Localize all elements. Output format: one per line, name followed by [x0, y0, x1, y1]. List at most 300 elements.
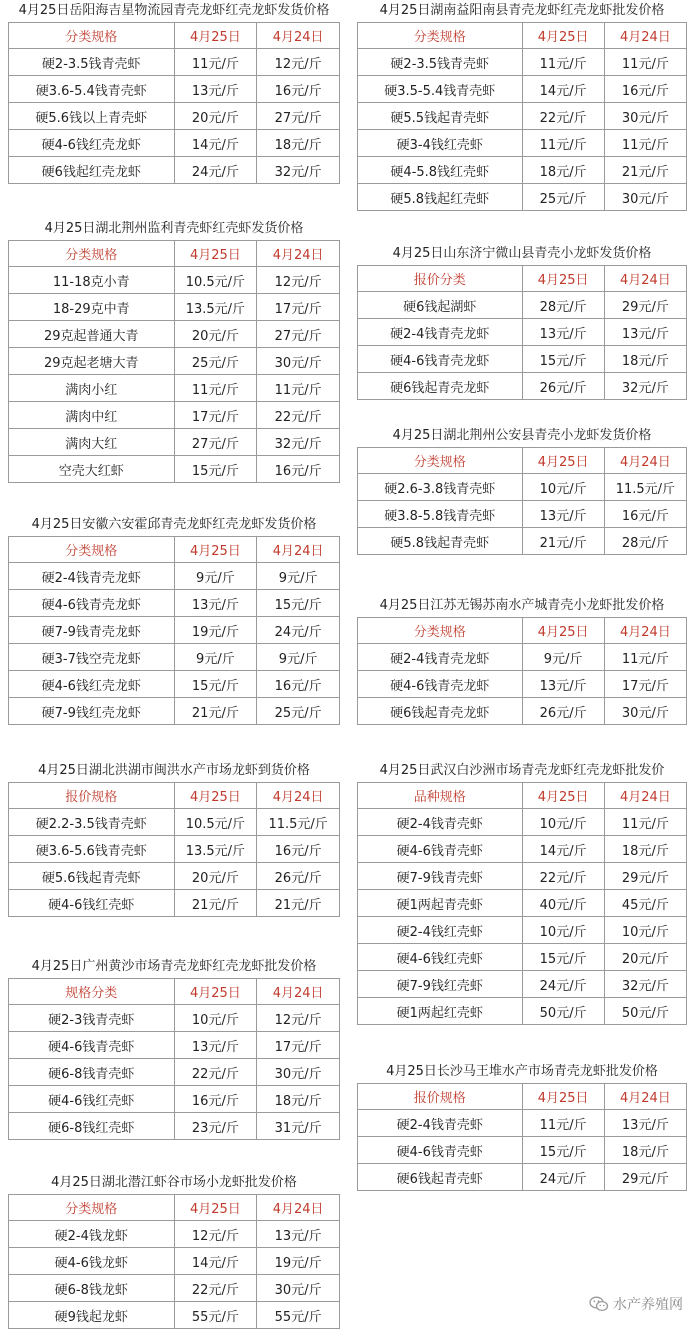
table-row — [358, 917, 687, 944]
table-row — [358, 184, 687, 211]
price-cell: 10.5元/斤 — [174, 809, 257, 836]
watermark-text: 水产养殖网 — [613, 1297, 683, 1313]
column-header: 4月24日 — [257, 1195, 340, 1221]
price-cell: 28元/斤 — [522, 292, 604, 319]
spec-cell: 29克起老塘大青 — [9, 348, 175, 375]
table-header-row — [9, 783, 340, 809]
price-cell: 24元/斤 — [522, 1164, 604, 1191]
table-row — [9, 402, 340, 429]
price-cell: 27元/斤 — [257, 103, 340, 130]
spec-cell: 硬2-3钱青壳虾 — [9, 1005, 175, 1032]
table-row — [358, 346, 687, 373]
table-row — [358, 836, 687, 863]
price-cell: 21元/斤 — [257, 890, 340, 917]
price-cell: 11.5元/斤 — [257, 809, 340, 836]
price-cell: 20元/斤 — [174, 103, 257, 130]
price-cell: 30元/斤 — [604, 184, 686, 211]
price-cell: 17元/斤 — [174, 402, 257, 429]
column-header: 4月24日 — [604, 266, 686, 292]
table-row — [9, 1248, 340, 1275]
spec-cell: 硬2-3.5钱青壳虾 — [358, 49, 523, 76]
price-cell: 29元/斤 — [604, 1164, 686, 1191]
column-header: 4月25日 — [522, 266, 604, 292]
table-row — [358, 319, 687, 346]
price-cell: 30元/斤 — [257, 348, 340, 375]
price-cell: 22元/斤 — [174, 1275, 257, 1302]
price-cell: 13元/斤 — [174, 76, 257, 103]
price-cell: 15元/斤 — [174, 456, 257, 483]
spec-cell: 硬4-6钱红壳龙虾 — [9, 671, 175, 698]
price-cell: 20元/斤 — [174, 321, 257, 348]
table-row — [9, 456, 340, 483]
column-header: 4月25日 — [522, 618, 604, 644]
table-row — [358, 103, 687, 130]
spec-cell: 硬3-7钱空壳龙虾 — [9, 644, 175, 671]
price-table-block — [8, 0, 340, 184]
price-table — [8, 978, 340, 1140]
spec-cell: 硬6钱起红壳龙虾 — [9, 157, 175, 184]
column-header: 4月25日 — [174, 1195, 257, 1221]
table-title: 4月25日湖北荆州公安县青壳小龙虾发货价格 — [392, 428, 652, 443]
spec-cell: 硬4-5.8钱红壳虾 — [358, 157, 523, 184]
table-header-row — [358, 783, 687, 809]
table-title: 4月25日湖北洪湖市闽洪水产市场龙虾到货价格 — [38, 763, 310, 778]
price-cell: 9元/斤 — [174, 644, 257, 671]
spec-cell: 硬6-8钱龙虾 — [9, 1275, 175, 1302]
price-cell: 16元/斤 — [257, 456, 340, 483]
column-header: 4月24日 — [604, 23, 686, 49]
price-cell: 28元/斤 — [604, 528, 686, 555]
price-cell: 15元/斤 — [522, 346, 604, 373]
price-cell: 21元/斤 — [522, 528, 604, 555]
spec-cell: 硬3.5-5.4钱青壳虾 — [358, 76, 523, 103]
table-row — [9, 1032, 340, 1059]
price-cell: 18元/斤 — [604, 1137, 686, 1164]
column-header: 4月24日 — [604, 1084, 686, 1110]
price-cell: 15元/斤 — [522, 1137, 604, 1164]
table-row — [9, 809, 340, 836]
column-header: 分类规格 — [358, 448, 523, 474]
spec-cell: 硬2-4钱青壳龙虾 — [358, 644, 523, 671]
price-cell: 32元/斤 — [604, 971, 686, 998]
table-header-row — [358, 23, 687, 49]
price-cell: 11元/斤 — [604, 130, 686, 157]
price-cell: 10元/斤 — [604, 917, 686, 944]
table-row — [358, 130, 687, 157]
price-cell: 12元/斤 — [257, 49, 340, 76]
watermark — [589, 1294, 683, 1314]
price-cell: 16元/斤 — [604, 76, 686, 103]
column-header: 4月24日 — [257, 537, 340, 563]
column-header: 报价规格 — [9, 783, 175, 809]
table-header-row — [358, 266, 687, 292]
price-cell: 15元/斤 — [522, 944, 604, 971]
table-row — [358, 49, 687, 76]
price-cell: 11元/斤 — [257, 375, 340, 402]
table-row — [358, 1137, 687, 1164]
price-cell: 12元/斤 — [257, 267, 340, 294]
price-cell: 16元/斤 — [257, 76, 340, 103]
price-table-block — [357, 0, 687, 211]
price-cell: 10元/斤 — [522, 474, 604, 501]
table-row — [9, 698, 340, 725]
price-cell: 13元/斤 — [522, 671, 604, 698]
table-row — [9, 563, 340, 590]
table-row — [9, 1221, 340, 1248]
column-header: 品种规格 — [358, 783, 523, 809]
table-header-row — [358, 1084, 687, 1110]
price-cell: 55元/斤 — [257, 1302, 340, 1329]
price-table — [8, 782, 340, 917]
spec-cell: 硬2-4钱青壳虾 — [358, 1110, 523, 1137]
table-header-row — [358, 618, 687, 644]
spec-cell: 满肉小红 — [9, 375, 175, 402]
column-header: 4月25日 — [174, 23, 257, 49]
price-cell: 16元/斤 — [174, 1086, 257, 1113]
spec-cell: 硬4-6钱红壳龙虾 — [9, 130, 175, 157]
table-row — [358, 644, 687, 671]
price-cell: 24元/斤 — [257, 617, 340, 644]
table-header-row — [358, 448, 687, 474]
price-cell: 24元/斤 — [522, 971, 604, 998]
wechat-icon — [589, 1296, 609, 1312]
column-header: 4月25日 — [522, 783, 604, 809]
price-cell: 13.5元/斤 — [174, 836, 257, 863]
spec-cell: 硬4-6钱红壳虾 — [9, 890, 175, 917]
price-cell: 26元/斤 — [522, 373, 604, 400]
price-cell: 18元/斤 — [257, 1086, 340, 1113]
table-row — [9, 671, 340, 698]
table-row — [9, 1275, 340, 1302]
spec-cell: 11-18克小青 — [9, 267, 175, 294]
price-cell: 10.5元/斤 — [174, 267, 257, 294]
spec-cell: 硬7-9钱红壳虾 — [358, 971, 523, 998]
price-table — [8, 536, 340, 725]
table-row — [358, 1110, 687, 1137]
spec-cell: 硬2.2-3.5钱青壳虾 — [9, 809, 175, 836]
table-row — [9, 321, 340, 348]
column-header: 4月24日 — [604, 783, 686, 809]
spec-cell: 硬4-6钱青壳虾 — [9, 1032, 175, 1059]
column-header: 4月24日 — [257, 783, 340, 809]
price-cell: 16元/斤 — [604, 501, 686, 528]
price-cell: 26元/斤 — [257, 863, 340, 890]
table-row — [358, 998, 687, 1025]
spec-cell: 硬4-6钱青壳虾 — [358, 836, 523, 863]
spec-cell: 硬3-4钱红壳虾 — [358, 130, 523, 157]
price-cell: 13元/斤 — [604, 1110, 686, 1137]
price-cell: 22元/斤 — [174, 1059, 257, 1086]
price-cell: 17元/斤 — [257, 1032, 340, 1059]
spec-cell: 硬4-6钱龙虾 — [9, 1248, 175, 1275]
price-cell: 11元/斤 — [522, 1110, 604, 1137]
price-cell: 45元/斤 — [604, 890, 686, 917]
table-title: 4月25日湖北荆州监利青壳虾红壳虾发货价格 — [44, 221, 304, 236]
spec-cell: 18-29克中青 — [9, 294, 175, 321]
price-cell: 30元/斤 — [604, 103, 686, 130]
table-row — [358, 698, 687, 725]
table-row — [358, 944, 687, 971]
price-cell: 10元/斤 — [174, 1005, 257, 1032]
table-row — [9, 103, 340, 130]
price-table — [357, 782, 687, 1025]
table-row — [9, 294, 340, 321]
price-cell: 22元/斤 — [257, 402, 340, 429]
spec-cell: 硬2-4钱青壳虾 — [358, 809, 523, 836]
spec-cell: 硬6钱起湖虾 — [358, 292, 523, 319]
price-cell: 21元/斤 — [604, 157, 686, 184]
price-cell: 11元/斤 — [174, 49, 257, 76]
price-table — [357, 22, 687, 211]
price-cell: 14元/斤 — [174, 130, 257, 157]
price-cell: 14元/斤 — [522, 836, 604, 863]
column-header: 4月25日 — [174, 979, 257, 1005]
price-cell: 13元/斤 — [257, 1221, 340, 1248]
price-table-block — [357, 1061, 687, 1191]
spec-cell: 硬5.8钱起青壳虾 — [358, 528, 523, 555]
table-row — [9, 1059, 340, 1086]
column-header: 分类规格 — [358, 618, 523, 644]
spec-cell: 硬2-3.5钱青壳虾 — [9, 49, 175, 76]
price-cell: 17元/斤 — [257, 294, 340, 321]
table-row — [358, 971, 687, 998]
price-cell: 29元/斤 — [604, 292, 686, 319]
price-cell: 16元/斤 — [257, 671, 340, 698]
spec-cell: 硬1两起青壳虾 — [358, 890, 523, 917]
price-cell: 15元/斤 — [257, 590, 340, 617]
price-cell: 9元/斤 — [257, 563, 340, 590]
spec-cell: 满肉大红 — [9, 429, 175, 456]
price-cell: 18元/斤 — [604, 346, 686, 373]
spec-cell: 硬7-9钱红壳龙虾 — [9, 698, 175, 725]
table-row — [358, 501, 687, 528]
price-cell: 22元/斤 — [522, 863, 604, 890]
price-cell: 14元/斤 — [174, 1248, 257, 1275]
price-cell: 18元/斤 — [522, 157, 604, 184]
price-table — [8, 1194, 340, 1329]
spec-cell: 硬6-8钱红壳虾 — [9, 1113, 175, 1140]
price-cell: 19元/斤 — [257, 1248, 340, 1275]
table-row — [9, 1302, 340, 1329]
price-cell: 14元/斤 — [522, 76, 604, 103]
table-row — [9, 1113, 340, 1140]
price-cell: 32元/斤 — [257, 157, 340, 184]
price-cell: 26元/斤 — [522, 698, 604, 725]
spec-cell: 硬4-6钱红壳虾 — [358, 944, 523, 971]
table-row — [358, 292, 687, 319]
column-header: 分类规格 — [9, 23, 175, 49]
price-cell: 50元/斤 — [604, 998, 686, 1025]
spec-cell: 硬4-6钱青壳龙虾 — [358, 671, 523, 698]
price-cell: 18元/斤 — [257, 130, 340, 157]
price-table-block — [8, 218, 340, 483]
price-cell: 55元/斤 — [174, 1302, 257, 1329]
price-cell: 12元/斤 — [174, 1221, 257, 1248]
price-table-block — [357, 243, 687, 400]
price-cell: 9元/斤 — [522, 644, 604, 671]
table-row — [9, 890, 340, 917]
spec-cell: 硬5.5钱起青壳虾 — [358, 103, 523, 130]
table-header-row — [9, 1195, 340, 1221]
price-cell: 31元/斤 — [257, 1113, 340, 1140]
spec-cell: 硬2-4钱青壳龙虾 — [9, 563, 175, 590]
spec-cell: 硬7-9钱青壳龙虾 — [9, 617, 175, 644]
price-table — [8, 240, 340, 483]
spec-cell: 硬2.6-3.8钱青壳虾 — [358, 474, 523, 501]
spec-cell: 硬4-6钱青壳龙虾 — [358, 346, 523, 373]
price-cell: 22元/斤 — [522, 103, 604, 130]
price-cell: 27元/斤 — [257, 321, 340, 348]
table-title: 4月25日湖北潜江虾谷市场小龙虾批发价格 — [51, 1175, 297, 1190]
column-header: 4月25日 — [522, 1084, 604, 1110]
table-header-row — [9, 23, 340, 49]
price-cell: 13元/斤 — [522, 319, 604, 346]
spec-cell: 硬4-6钱青壳龙虾 — [9, 590, 175, 617]
spec-cell: 硬2-4钱龙虾 — [9, 1221, 175, 1248]
table-row — [358, 76, 687, 103]
spec-cell: 硬4-6钱红壳虾 — [9, 1086, 175, 1113]
price-cell: 11元/斤 — [604, 809, 686, 836]
price-cell: 12元/斤 — [257, 1005, 340, 1032]
table-row — [9, 836, 340, 863]
price-cell: 11元/斤 — [604, 644, 686, 671]
price-cell: 40元/斤 — [522, 890, 604, 917]
spec-cell: 硬2-4钱青壳龙虾 — [358, 319, 523, 346]
price-table-block — [8, 1172, 340, 1329]
price-cell: 10元/斤 — [522, 809, 604, 836]
spec-cell: 满肉中红 — [9, 402, 175, 429]
table-header-row — [9, 537, 340, 563]
column-header: 4月24日 — [604, 448, 686, 474]
price-cell: 18元/斤 — [604, 836, 686, 863]
table-row — [9, 49, 340, 76]
price-cell: 30元/斤 — [604, 698, 686, 725]
price-cell: 23元/斤 — [174, 1113, 257, 1140]
spec-cell: 29克起普通大青 — [9, 321, 175, 348]
column-header: 4月25日 — [522, 23, 604, 49]
spec-cell: 硬9钱起龙虾 — [9, 1302, 175, 1329]
table-title: 4月25日湖南益阳南县青壳龙虾红壳龙虾批发价格 — [379, 3, 665, 18]
price-cell: 30元/斤 — [257, 1275, 340, 1302]
spec-cell: 硬3.6-5.6钱青壳虾 — [9, 836, 175, 863]
table-row — [358, 157, 687, 184]
column-header: 分类规格 — [9, 1195, 175, 1221]
price-table-block — [8, 514, 340, 725]
price-cell: 20元/斤 — [174, 863, 257, 890]
table-row — [358, 528, 687, 555]
table-title: 4月25日安徽六安霍邱青壳龙虾红壳龙虾发货价格 — [31, 517, 317, 532]
price-cell: 32元/斤 — [257, 429, 340, 456]
column-header: 4月25日 — [174, 537, 257, 563]
table-row — [358, 890, 687, 917]
price-cell: 11.5元/斤 — [604, 474, 686, 501]
column-header: 分类规格 — [9, 241, 175, 267]
table-row — [9, 644, 340, 671]
table-row — [358, 863, 687, 890]
table-row — [9, 267, 340, 294]
price-table-block — [357, 425, 687, 555]
table-row — [358, 474, 687, 501]
column-header: 4月24日 — [257, 979, 340, 1005]
column-header: 4月25日 — [174, 241, 257, 267]
table-row — [9, 348, 340, 375]
column-header: 分类规格 — [358, 23, 523, 49]
table-header-row — [9, 979, 340, 1005]
spec-cell: 硬5.6钱以上青壳虾 — [9, 103, 175, 130]
column-header: 4月24日 — [257, 23, 340, 49]
column-header: 报价规格 — [358, 1084, 523, 1110]
column-header: 4月24日 — [257, 241, 340, 267]
price-cell: 9元/斤 — [174, 563, 257, 590]
column-header: 4月25日 — [174, 783, 257, 809]
price-cell: 30元/斤 — [257, 1059, 340, 1086]
table-row — [9, 76, 340, 103]
price-table-block — [8, 760, 340, 917]
table-row — [9, 1086, 340, 1113]
price-cell: 21元/斤 — [174, 890, 257, 917]
price-cell: 15元/斤 — [174, 671, 257, 698]
price-cell: 13元/斤 — [604, 319, 686, 346]
price-cell: 13元/斤 — [174, 1032, 257, 1059]
table-row — [9, 375, 340, 402]
table-row — [9, 863, 340, 890]
price-cell: 27元/斤 — [174, 429, 257, 456]
price-table — [8, 22, 340, 184]
table-title: 4月25日武汉白沙洲市场青壳龙虾红壳龙虾批发价 — [379, 763, 665, 778]
spec-cell: 硬5.8钱起红壳虾 — [358, 184, 523, 211]
price-table — [357, 617, 687, 725]
spec-cell: 硬4-6钱青壳虾 — [358, 1137, 523, 1164]
table-header-row — [9, 241, 340, 267]
price-cell: 17元/斤 — [604, 671, 686, 698]
spec-cell: 硬7-9钱青壳虾 — [358, 863, 523, 890]
spec-cell: 硬6钱起青壳虾 — [358, 1164, 523, 1191]
table-row — [358, 671, 687, 698]
column-header: 报价分类 — [358, 266, 523, 292]
price-cell: 24元/斤 — [174, 157, 257, 184]
table-row — [9, 590, 340, 617]
spec-cell: 硬3.8-5.8钱青壳虾 — [358, 501, 523, 528]
spec-cell: 硬5.6钱起青壳虾 — [9, 863, 175, 890]
spec-cell: 硬6-8钱青壳虾 — [9, 1059, 175, 1086]
spec-cell: 硬2-4钱红壳虾 — [358, 917, 523, 944]
table-row — [358, 809, 687, 836]
price-cell: 32元/斤 — [604, 373, 686, 400]
spec-cell: 硬3.6-5.4钱青壳虾 — [9, 76, 175, 103]
table-title: 4月25日广州黄沙市场青壳龙虾红壳龙虾批发价格 — [31, 959, 317, 974]
price-table — [357, 447, 687, 555]
price-cell: 9元/斤 — [257, 644, 340, 671]
column-header: 4月25日 — [522, 448, 604, 474]
price-cell: 13元/斤 — [522, 501, 604, 528]
table-row — [9, 130, 340, 157]
table-row — [358, 1164, 687, 1191]
price-table-block — [8, 956, 340, 1140]
table-row — [358, 373, 687, 400]
price-table — [357, 1083, 687, 1191]
price-table — [357, 265, 687, 400]
column-header: 4月24日 — [604, 618, 686, 644]
spec-cell: 硬1两起红壳虾 — [358, 998, 523, 1025]
price-cell: 25元/斤 — [257, 698, 340, 725]
price-cell: 21元/斤 — [174, 698, 257, 725]
price-cell: 13.5元/斤 — [174, 294, 257, 321]
table-row — [9, 617, 340, 644]
column-header: 分类规格 — [9, 537, 175, 563]
price-cell: 29元/斤 — [604, 863, 686, 890]
spec-cell: 硬6钱起青壳龙虾 — [358, 373, 523, 400]
column-header: 规格分类 — [9, 979, 175, 1005]
